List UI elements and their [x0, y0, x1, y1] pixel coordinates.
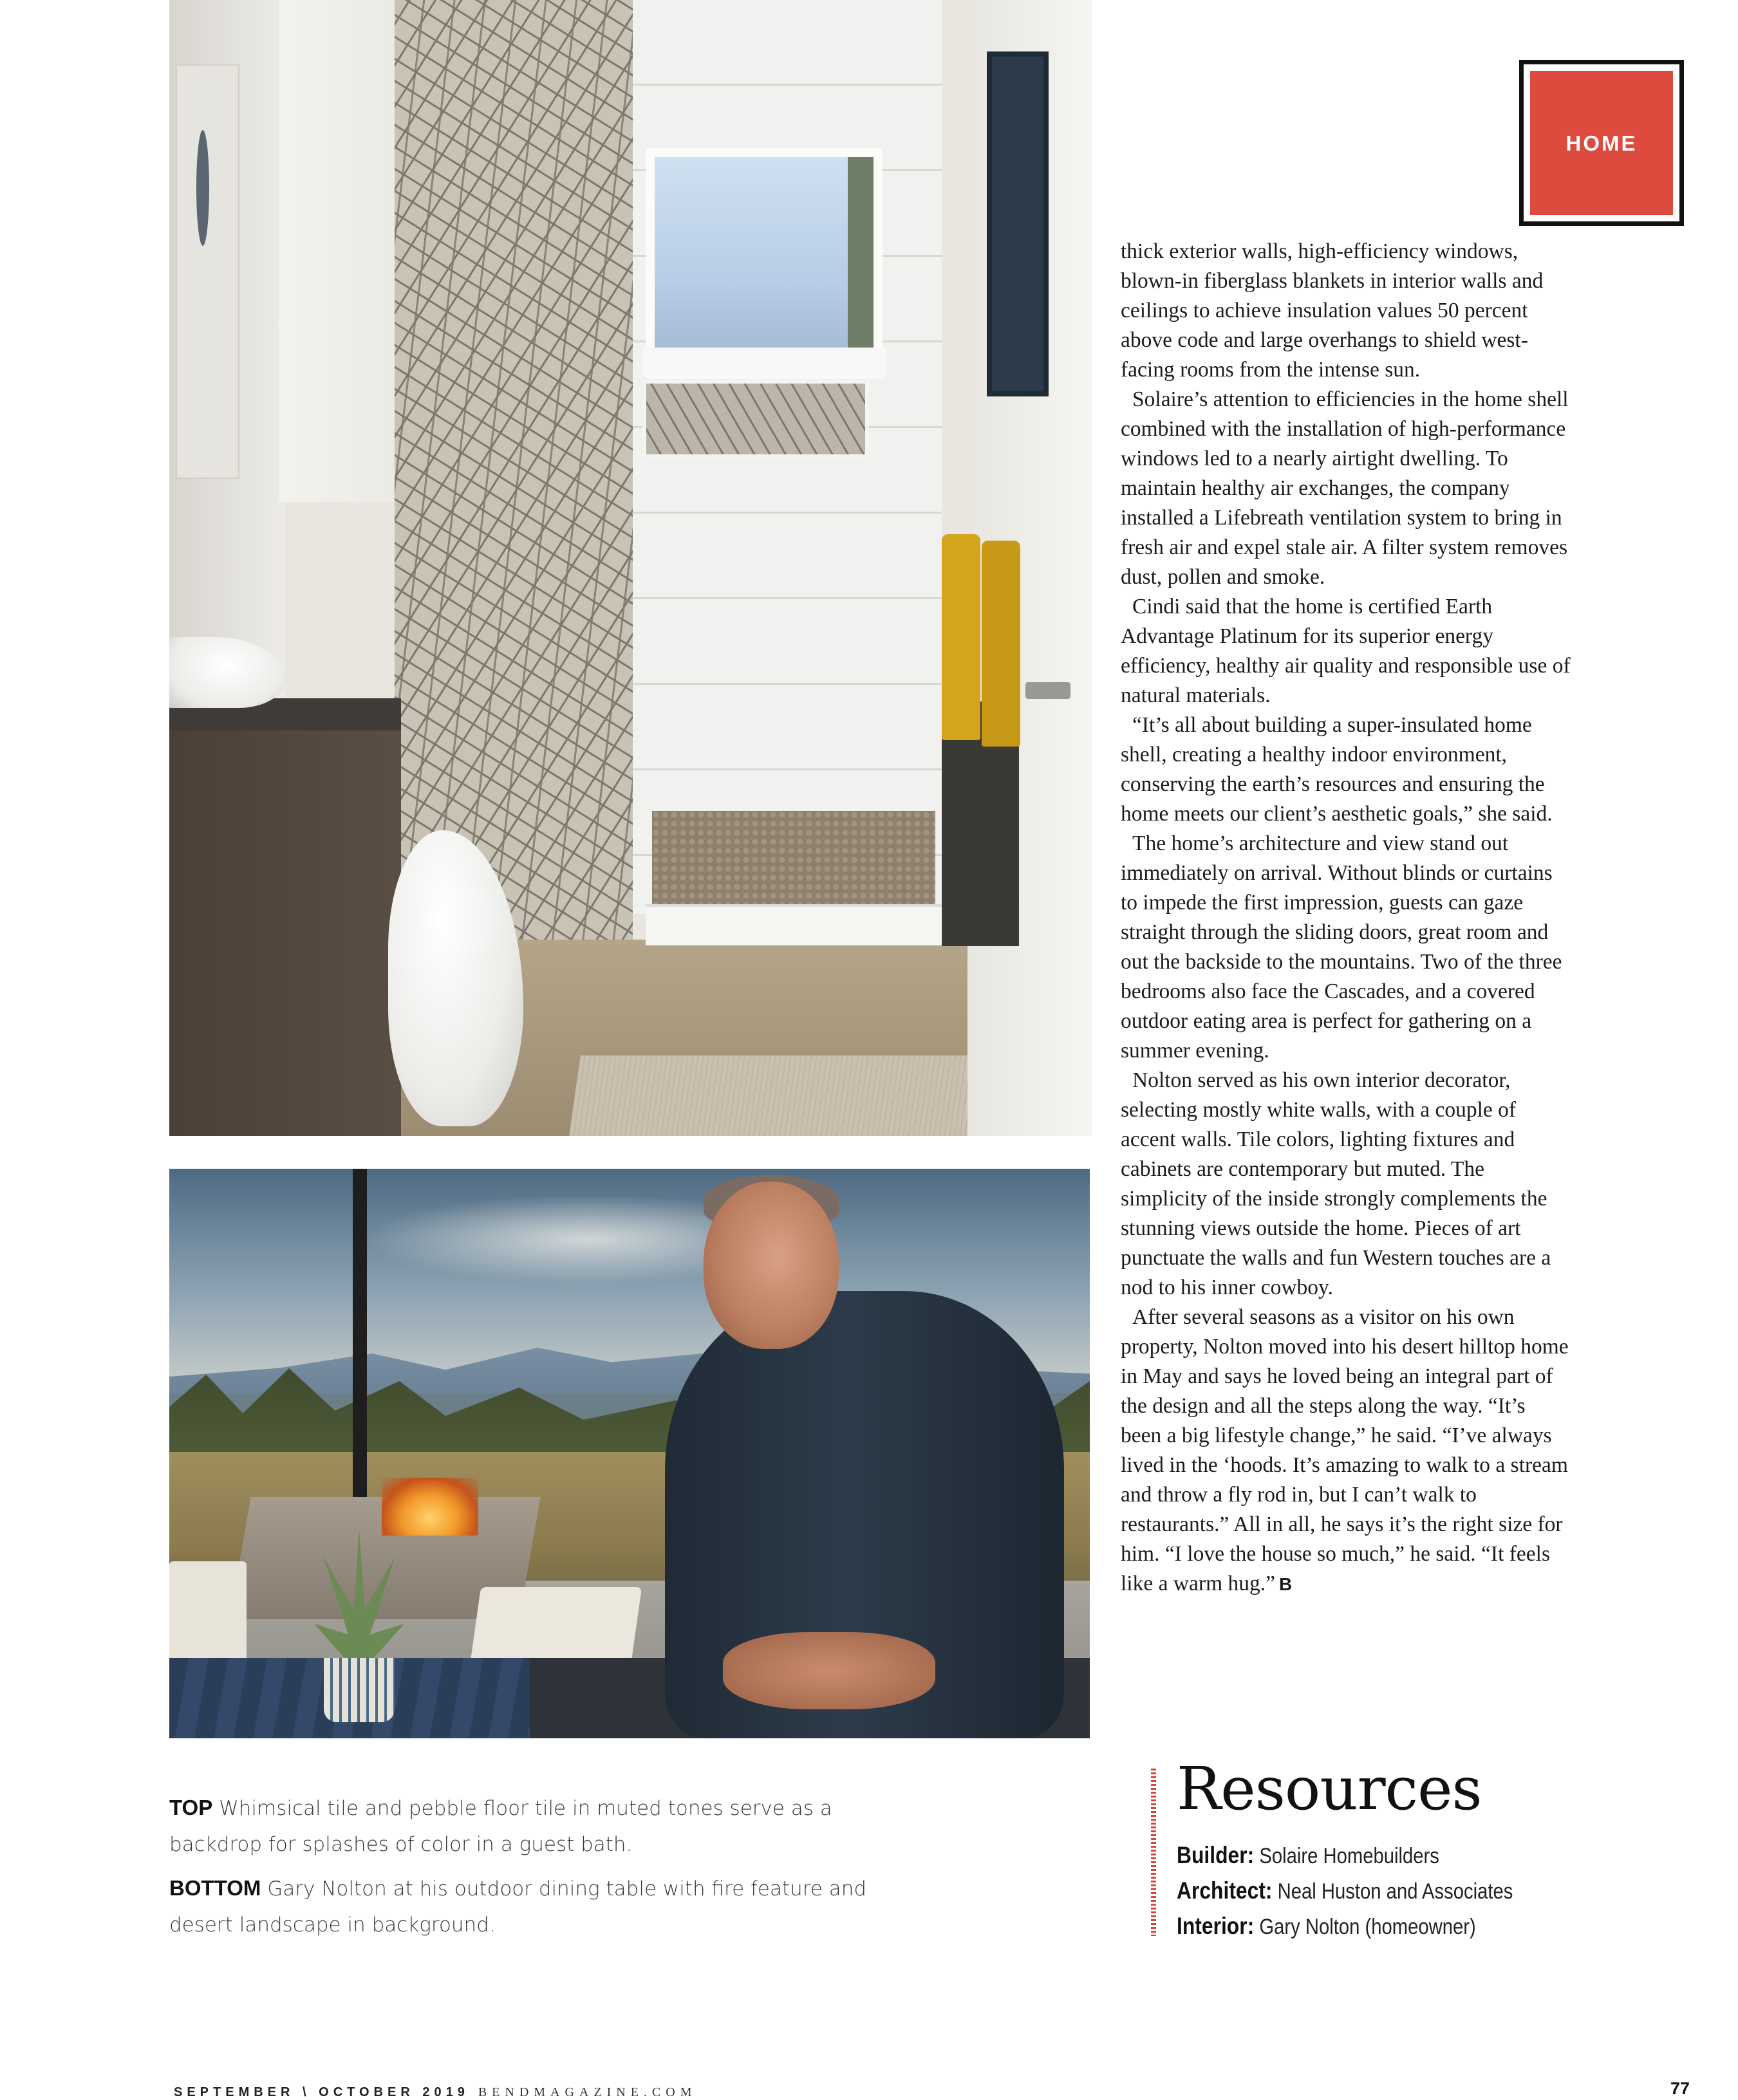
- resources-list: [1177, 1838, 1567, 1944]
- resource-label: Architect:: [1177, 1877, 1273, 1904]
- bath-window: [646, 148, 883, 378]
- portrait-man-hands: [723, 1632, 935, 1709]
- resource-value: Gary Nolton (homeowner): [1259, 1915, 1476, 1939]
- portrait-man-face: [704, 1182, 839, 1349]
- article-paragraph-text: After several seasons as a visitor on his own property, Nolton moved into his desert hilltop home in May and says he loved being an integral part of the design and all the steps along the way. “It’s been a big lifestyle change,” he said. “I’ve always lived in the ‘hoods. It’s amazing to walk to a stream and throw a fly rod in, but I can’t walk to restaurants.” All in all, he says it’s the right size for him. “I love the house so much,” he said. “It feels like a warm hug.”: [1121, 1305, 1569, 1595]
- caption-top-text: Whimsical tile and pebble floor tile in muted tones serve as a backdrop for splashes of color in a guest bath.: [169, 1797, 832, 1856]
- bath-mat: [569, 1055, 980, 1136]
- footer-site: BENDMAGAZINE.COM: [478, 2085, 697, 2099]
- resources-rule: [1151, 1769, 1156, 1936]
- footer-folio: [174, 2085, 697, 2100]
- caption-bottom: [169, 1870, 877, 1943]
- bath-towel-yellow: [982, 541, 1020, 747]
- portrait-post: [353, 1169, 367, 1503]
- article-paragraph: “It’s all about building a super-insulated home shell, creating a healthy indoor environment, conserving the earth’s resources and ensuring the home meets our client’s aesthetic goals,” she said.: [1121, 713, 1553, 826]
- bath-wall-art: [176, 64, 239, 479]
- footer-issue: SEPTEMBER \ OCTOBER 2019: [174, 2085, 469, 2099]
- portrait-fire: [382, 1478, 478, 1536]
- photo-guest-bath: [169, 0, 1092, 1136]
- resource-value: Neal Huston and Associates: [1277, 1879, 1513, 1904]
- bath-window-sill: [642, 348, 887, 376]
- resource-item-builder: [1177, 1838, 1513, 1873]
- bath-mirror: [987, 51, 1049, 396]
- resource-item-architect: [1177, 1873, 1513, 1909]
- caption-bottom-label: BOTTOM: [169, 1876, 261, 1900]
- bath-towel-yellow: [942, 534, 980, 740]
- caption-top-label: TOP: [169, 1796, 213, 1819]
- resource-value: Solaire Homebuilders: [1259, 1844, 1439, 1868]
- article-paragraph: thick exterior walls, high-efficiency windows, blown-in fiberglass blankets in interior walls and ceilings to achieve insulation values 50 percent above code and large overhangs to shield west-facing rooms from the intense sun.: [1121, 239, 1544, 382]
- resource-label: Builder:: [1177, 1842, 1255, 1868]
- caption-bottom-text: Gary Nolton at his outdoor dining table with fire feature and desert landscape in background.: [169, 1877, 867, 1937]
- article-paragraph: Solaire’s attention to efficiencies in the home shell combined with the installation of high-performance windows led to a nearly airtight dwelling. To maintain healthy air exchanges, the company installed a Lifebreath ventilation system to bring in fresh air and expel stale air. A filter system removes dust, pollen and smoke.: [1121, 387, 1569, 589]
- article-paragraph-last: [1121, 1303, 1571, 1599]
- caption-top: [169, 1790, 877, 1863]
- photo-captions: [169, 1790, 877, 1943]
- end-mark-icon: B: [1279, 1574, 1291, 1594]
- bath-shower-curb: [646, 904, 967, 945]
- bath-pebble-floor: [652, 811, 935, 907]
- article-body: [1121, 237, 1571, 1599]
- section-badge: [1519, 60, 1684, 226]
- article-paragraph: The home’s architecture and view stand out immediately on arrival. Without blinds or curtains to impede the first impression, guests can gaze straight through the sliding doors, great room and out the backside to the mountains. Two of the three bedrooms also face the Cascades, and a covered outdoor eating area is perfect for gathering on a summer evening.: [1121, 832, 1562, 1063]
- article-paragraph: Cindi said that the home is certified Earth Advantage Platinum for its superior energy efficiency, healthy air quality and responsible use of natural materials.: [1121, 595, 1571, 707]
- bath-shower-niche: [642, 380, 869, 458]
- portrait-plant-pot: [324, 1658, 395, 1722]
- article-paragraph: Nolton served as his own interior decorator, selecting mostly white walls, with a couple of accent walls. Tile colors, lighting fixtures and cabinets are contemporary but muted. The simplicity of the inside strongly complements the stunning views outside the home. Pieces of art punctuate the walls and fun Western touches are a nod to his inner cowboy.: [1121, 1068, 1551, 1299]
- resource-label: Interior:: [1177, 1913, 1255, 1939]
- resources-title: Resources: [1177, 1754, 1482, 1823]
- portrait-chair: [169, 1561, 247, 1671]
- bath-door-handle: [1025, 682, 1070, 699]
- photo-portrait-outdoor: [169, 1169, 1090, 1738]
- bath-vanity: [169, 705, 401, 1136]
- resource-item-interior: [1177, 1909, 1513, 1944]
- section-badge-label: HOME: [1565, 131, 1638, 155]
- page-number: 77: [1670, 2079, 1690, 2098]
